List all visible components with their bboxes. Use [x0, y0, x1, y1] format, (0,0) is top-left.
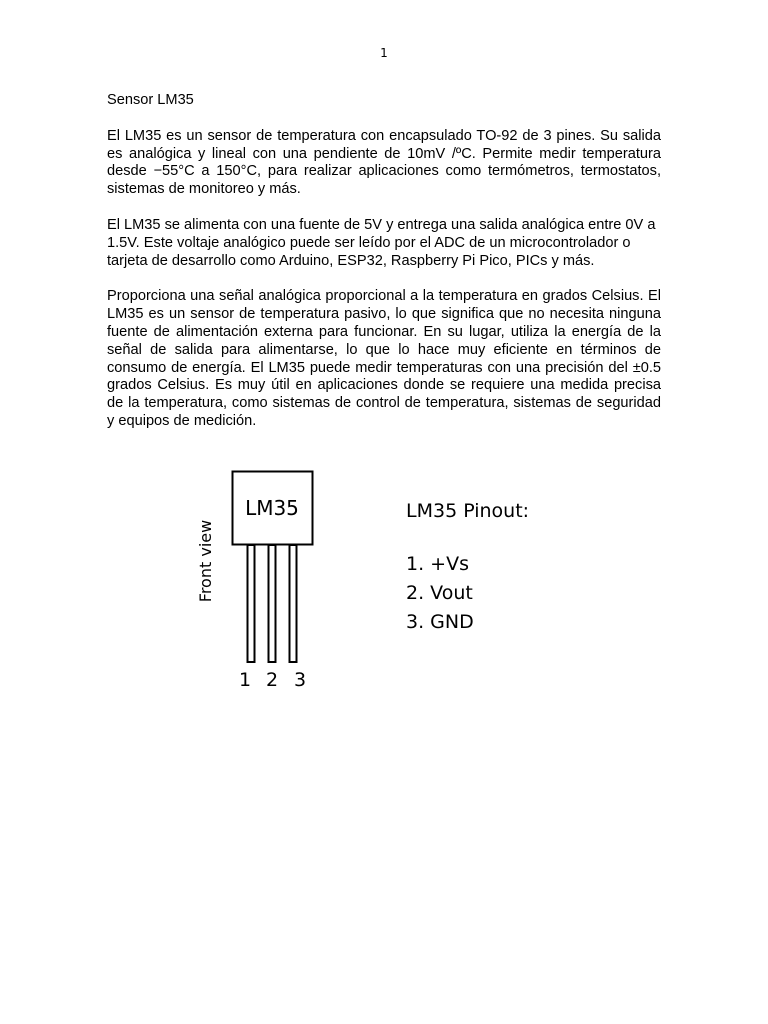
document-body [107, 92, 661, 449]
pin-2 [269, 545, 276, 662]
chip-label: LM35 [245, 496, 299, 520]
lm35-pinout-figure [107, 445, 661, 700]
pin-number-1: 1 [238, 669, 252, 691]
paragraph-power: El LM35 se alimenta con una fuente de 5V y entrega una salida analógica entre 0V a 1.5V. Este voltaje analógico puede ser leído por el ADC de un microcontrolador o tarjeta de desarrollo como Arduino, ESP32, Raspberry Pi Pico, PICs y más. [107, 216, 656, 269]
pin-3 [290, 545, 297, 662]
front-view-label: Front view [196, 519, 215, 603]
pinout-diagram [107, 445, 661, 700]
pin-number-3: 3 [293, 669, 307, 691]
pinout-item-3: 3. GND [406, 611, 474, 633]
pin-1 [248, 545, 255, 662]
pinout-item-1: 1. +Vs [406, 553, 469, 575]
pinout-item-2: 2. Vout [406, 582, 473, 604]
pinout-title: LM35 Pinout: [406, 500, 530, 522]
page-number: 1 [380, 46, 388, 60]
document-title: Sensor LM35 [107, 92, 194, 108]
paragraph-details: Proporciona una señal analógica proporcional a la temperatura en grados Celsius. El LM35 es un sensor de temperatura pasivo, lo que significa que no necesita ninguna fuente de alimentación externa para funcionar. En su lugar, utiliza la energía de la señal de salida para alimentarse, lo que lo hace muy eficiente en términos de consumo de energía. El LM35 puede medir temperaturas con una precisión del ±0.5 grados Celsius. Es muy útil en aplicaciones donde se requiere una medida precisa de la temperatura, como sistemas de control de temperatura, sistemas de seguridad y equipos de medición. [107, 288, 661, 429]
paragraph-intro: El LM35 es un sensor de temperatura con encapsulado TO-92 de 3 pines. Su salida es analógica y lineal con una pendiente de 10mV /ºC. Permite medir temperatura desde −55°C a 150°C, para realizar aplicaciones como termómetros, termostatos, sistemas de monitoreo y más. [107, 127, 661, 198]
pin-number-2: 2 [265, 669, 279, 691]
